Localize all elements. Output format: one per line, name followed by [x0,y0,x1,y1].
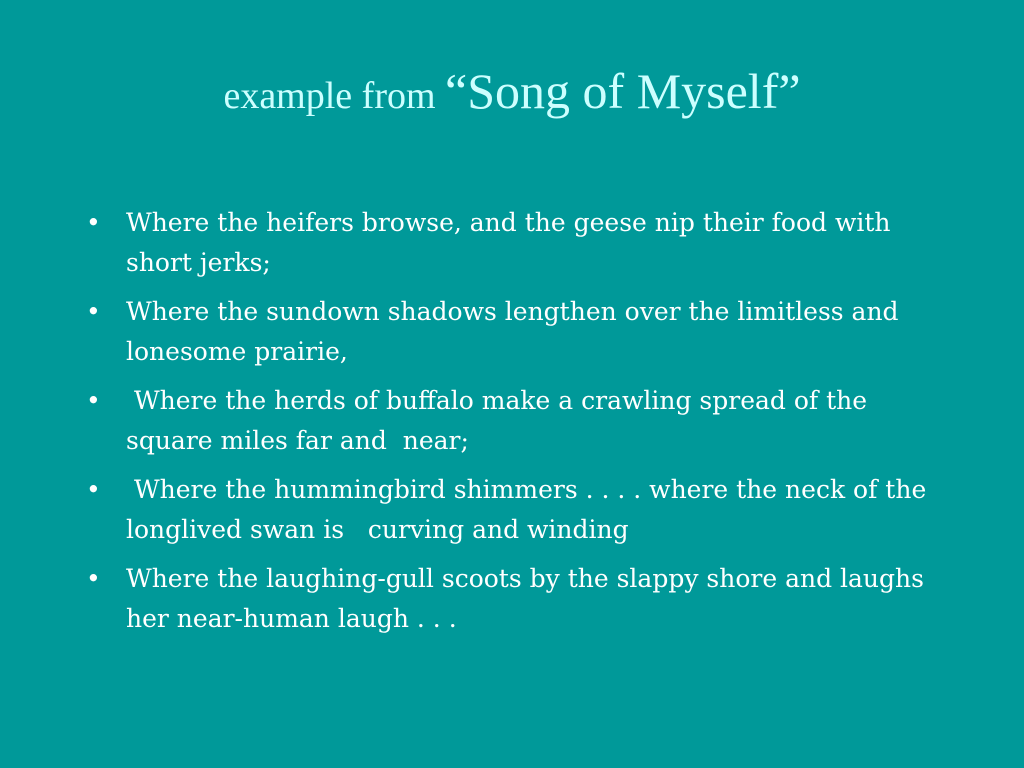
bullet-item [84,470,944,550]
bullet-item [84,381,944,461]
bullet-text: Where the hummingbird shimmers . . . . where the neck of the longlived swan is curving and winding [126,475,935,544]
bullet-list [84,203,944,648]
bullet-icon: • [86,297,101,326]
bullet-text: Where the herds of buffalo make a crawling spread of the square miles far and near; [126,386,875,455]
bullet-icon: • [86,386,101,415]
bullet-text: Where the heifers browse, and the geese nip their food with short jerks; [126,208,899,277]
bullet-item [84,203,944,283]
bullet-item [84,559,944,639]
bullet-text: Where the sundown shadows lengthen over the limitless and lonesome prairie, [126,297,907,366]
bullet-icon: • [86,475,101,504]
title-prefix: example from [223,75,446,117]
title-main: “Song of Myself” [445,63,801,119]
slide-title [0,63,1024,119]
bullet-icon: • [86,208,101,237]
bullet-icon: • [86,564,101,593]
bullet-text: Where the laughing-gull scoots by the slappy shore and laughs her near-human laugh . . . [126,564,932,633]
bullet-item [84,292,944,372]
